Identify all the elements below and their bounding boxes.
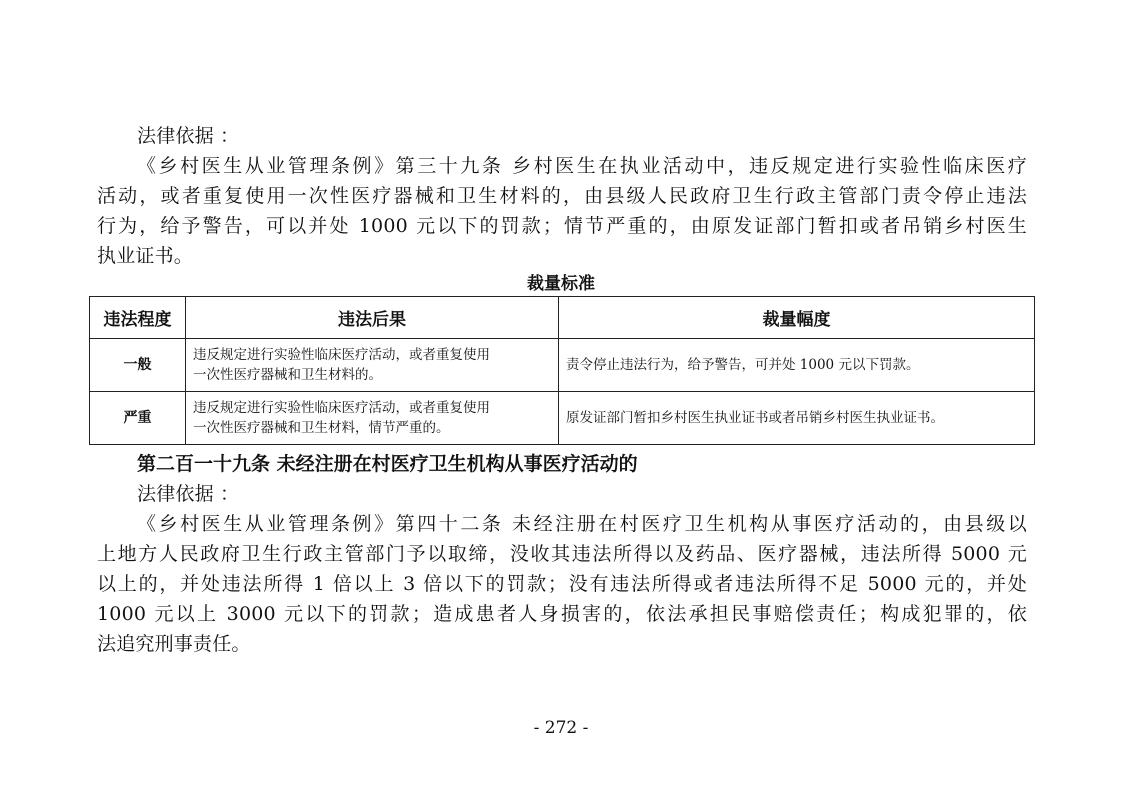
table-row [90, 392, 1035, 445]
article-heading: 第二百一十九条 未经注册在村医疗卫生机构从事医疗活动的 [137, 453, 638, 475]
consequence-line: 一次性医疗器械和卫生材料，情节严重的。 [193, 420, 450, 436]
paragraph-line: 活动，或者重复使用一次性医疗器械和卫生材料的，由县级人民政府卫生行政主管部门责令停止违法 [97, 185, 1027, 207]
paragraph-line: 执业证书。 [97, 245, 194, 267]
row-consequence [186, 392, 559, 445]
row-discretion: 原发证部门暂扣乡村医生执业证书或者吊销乡村医生执业证书。 [559, 392, 1035, 445]
header-discretion-range: 裁量幅度 [559, 297, 1035, 339]
header-violation-level: 违法程度 [90, 297, 186, 339]
row-level: 一般 [90, 339, 186, 392]
header-violation-consequence: 违法后果 [186, 297, 559, 339]
row-level: 严重 [90, 392, 186, 445]
paragraph-line: 上地方人民政府卫生行政主管部门予以取缔，没收其违法所得以及药品、医疗器械，违法所得 5000 元 [97, 543, 1027, 565]
table-row [90, 339, 1035, 392]
row-consequence [186, 339, 559, 392]
page-number: - 272 - [533, 718, 589, 738]
table-header-row [90, 297, 1035, 339]
paragraph-line: 法追究刑事责任。 [97, 633, 251, 655]
paragraph-line: 行为，给予警告，可以并处 1000 元以下的罚款；情节严重的，由原发证部门暂扣或者吊销乡村医生 [97, 215, 1027, 237]
paragraph-line: 1000 元以上 3000 元以下的罚款；造成患者人身损害的，依法承担民事赔偿责任；构成犯罪的，依 [97, 603, 1027, 625]
paragraph-line: 以上的，并处违法所得 1 倍以上 3 倍以下的罚款；没有违法所得或者违法所得不足 5000 元的，并处 [97, 573, 1027, 595]
row-discretion: 责令停止违法行为，给予警告，可并处 1000 元以下罚款。 [559, 339, 1035, 392]
consequence-line: 违反规定进行实验性临床医疗活动，或者重复使用 [193, 347, 490, 363]
consequence-line: 一次性医疗器械和卫生材料的。 [193, 367, 382, 383]
paragraph-line: 《乡村医生从业管理条例》第三十九条 乡村医生在执业活动中，违反规定进行实验性临床医疗 [137, 155, 1027, 177]
consequence-line: 违反规定进行实验性临床医疗活动，或者重复使用 [193, 400, 490, 416]
legal-basis-label: 法律依据 ： [137, 483, 240, 505]
paragraph-line: 《乡村医生从业管理条例》第四十二条 未经注册在村医疗卫生机构从事医疗活动的，由县级以 [137, 513, 1027, 535]
table-caption: 裁量标准 [527, 274, 595, 294]
legal-basis-label: 法律依据 ： [137, 125, 240, 147]
discretion-table [89, 296, 1035, 445]
